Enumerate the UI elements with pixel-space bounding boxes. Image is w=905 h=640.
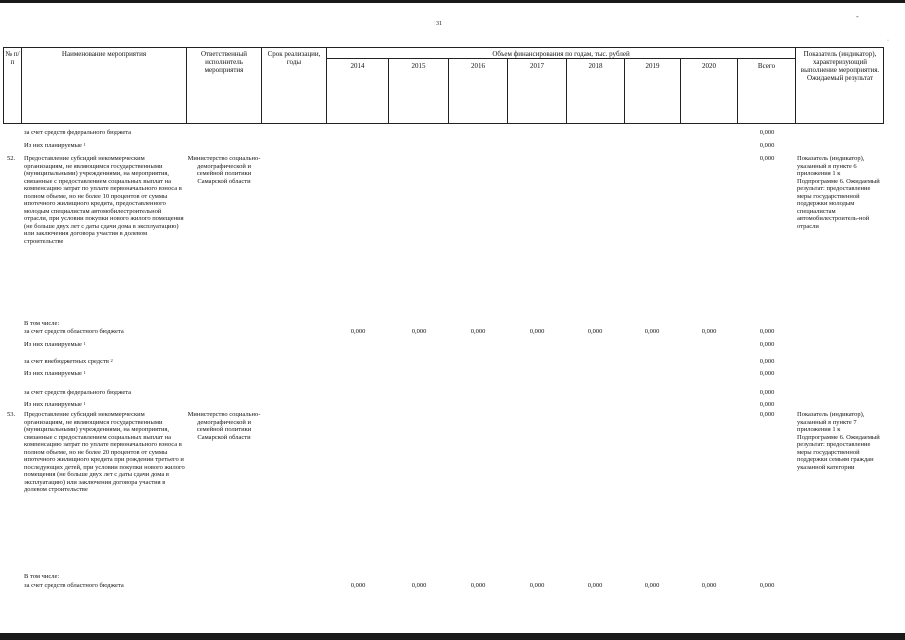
row-total: 0,000 <box>759 411 775 418</box>
value-cell: 0,000 <box>411 582 427 589</box>
row-total: 0,000 <box>759 370 775 377</box>
footnote-mark: 1 <box>83 142 86 147</box>
col-divider <box>21 47 22 124</box>
scan-mark: · <box>887 38 889 44</box>
row-total: 0,000 <box>759 401 775 408</box>
row-total: 0,000 <box>759 341 775 348</box>
top-border <box>0 0 905 3</box>
breakdown-intro: В том числе: <box>24 573 60 580</box>
value-cell: 0,000 <box>350 328 366 335</box>
row-label: за счет средств федерального бюджета <box>24 389 132 396</box>
header-year: 2019 <box>645 62 660 70</box>
item-number: 53. <box>7 411 16 418</box>
item-responsible: Министерство социально-демографической и семейной политики Самарской области <box>187 155 261 185</box>
row-label: Из них планируемые $^1$ <box>24 370 86 377</box>
value-cell: 0,000 <box>644 582 660 589</box>
item-indicator: Показатель (индикатор), указанный в пункте 6 приложения 1 к Подпрограмме 6. Ожидаемый результат: предоставление меры государственной поддержки молодым специалистам автомобилестроитель-ной отрасли <box>797 155 880 230</box>
value-cell: 0,000 <box>644 328 660 335</box>
item-indicator: Показатель (индикатор), указанный в пункте 7 приложения 1 к Подпрограмме 6. Ожидаемый результат: предоставление меры государственной поддержки семьям граждан указанной категории <box>797 411 880 471</box>
row-total: 0,000 <box>759 155 775 162</box>
item-responsible: Министерство социально-демографической и семейной политики Самарской области <box>187 411 261 441</box>
value-cell: 0,000 <box>529 328 545 335</box>
col-divider <box>795 47 796 124</box>
row-total: 0,000 <box>759 389 775 396</box>
header-responsible: Ответственный исполнитель мероприятия <box>200 50 248 74</box>
item-description: Предоставление субсидий некоммерческим организациям, не являющимся государственными (муниципальными) учреждениями, на мероприятия, связанные с предоставлением социальных выплат на компенсацию затрат по уплате первоначального взноса в полном объеме, но не более 20 процентов от суммы ипотечного жилищного кредита при рождении третьего и последующих детей, при условии покупки нового жилого помещения (не больше двух лет с даты сдачи дома в эксплуатацию) или заключения договора участия в долевом строительстве <box>24 411 185 493</box>
footnote-mark: 1 <box>83 401 86 406</box>
header-num: № п/п <box>5 50 20 66</box>
header-year: 2018 <box>588 62 603 70</box>
value-cell: 0,000 <box>701 582 717 589</box>
row-total: 0,000 <box>759 328 775 335</box>
header-year: 2015 <box>411 62 426 70</box>
row-total: 0,000 <box>759 582 775 589</box>
header-indicator: Показатель (индикатор), характеризующий выполнение мероприятия. Ожидаемый результат <box>800 50 880 82</box>
header-funding: Объем финансирования по годам, тыс. рублей <box>492 50 630 58</box>
header-year: 2016 <box>471 62 485 70</box>
header-year: 2014 <box>350 62 365 70</box>
scan-mark: - <box>856 12 859 21</box>
breakdown-intro: В том числе: <box>24 320 60 327</box>
footnote-mark: 1 <box>83 341 86 346</box>
row-label: Из них планируемые $^1$ <box>24 341 86 348</box>
page-number: 31 <box>436 21 442 27</box>
item-description: Предоставление субсидий некоммерческим организациям, не являющимся государственными (муниципальными) учреждениями, на мероприятия, связанные с предоставлением социальных выплат на компенсацию затрат по уплате первоначального взноса в полном объеме, но не более 10 процентов от суммы ипотечного жилищного кредита, предоставленного молодым специалистам автомобилестроительной отрасли, при условии покупки нового жилого помещения (не больше двух лет с даты сдачи дома в эксплуатацию) или заключения договора участия в долевом строительстве <box>24 155 184 245</box>
value-cell: 0,000 <box>470 328 486 335</box>
header-name: Наименование мероприятия <box>61 50 147 58</box>
header-year: 2020 <box>702 62 716 70</box>
value-cell: 0,000 <box>587 328 603 335</box>
row-label: за счет средств областного бюджета <box>24 328 124 335</box>
bottom-border <box>0 633 905 640</box>
row-label: за счет средств федерального бюджета <box>24 129 132 136</box>
value-cell: 0,000 <box>587 582 603 589</box>
footnote-mark: 1 <box>83 370 86 375</box>
value-cell: 0,000 <box>470 582 486 589</box>
footnote-mark: 2 <box>110 358 113 363</box>
row-divider <box>326 58 795 59</box>
row-total: 0,000 <box>759 142 775 149</box>
row-label: Из них планируемые $^1$ <box>24 142 86 149</box>
row-label: за счет средств областного бюджета <box>24 582 124 589</box>
item-number: 52. <box>7 155 16 162</box>
value-cell: 0,000 <box>701 328 717 335</box>
row-total: 0,000 <box>759 358 775 365</box>
header-period: Срок реализации, годы <box>267 50 321 66</box>
row-label: Из них планируемые $^1$ <box>24 401 86 408</box>
header-year: 2017 <box>530 62 544 70</box>
value-cell: 0,000 <box>350 582 366 589</box>
value-cell: 0,000 <box>529 582 545 589</box>
row-label: за счет внебюджетных средств $^2$ <box>24 358 113 365</box>
header-year-total: Всего <box>757 62 776 70</box>
value-cell: 0,000 <box>411 328 427 335</box>
row-total: 0,000 <box>759 129 775 136</box>
